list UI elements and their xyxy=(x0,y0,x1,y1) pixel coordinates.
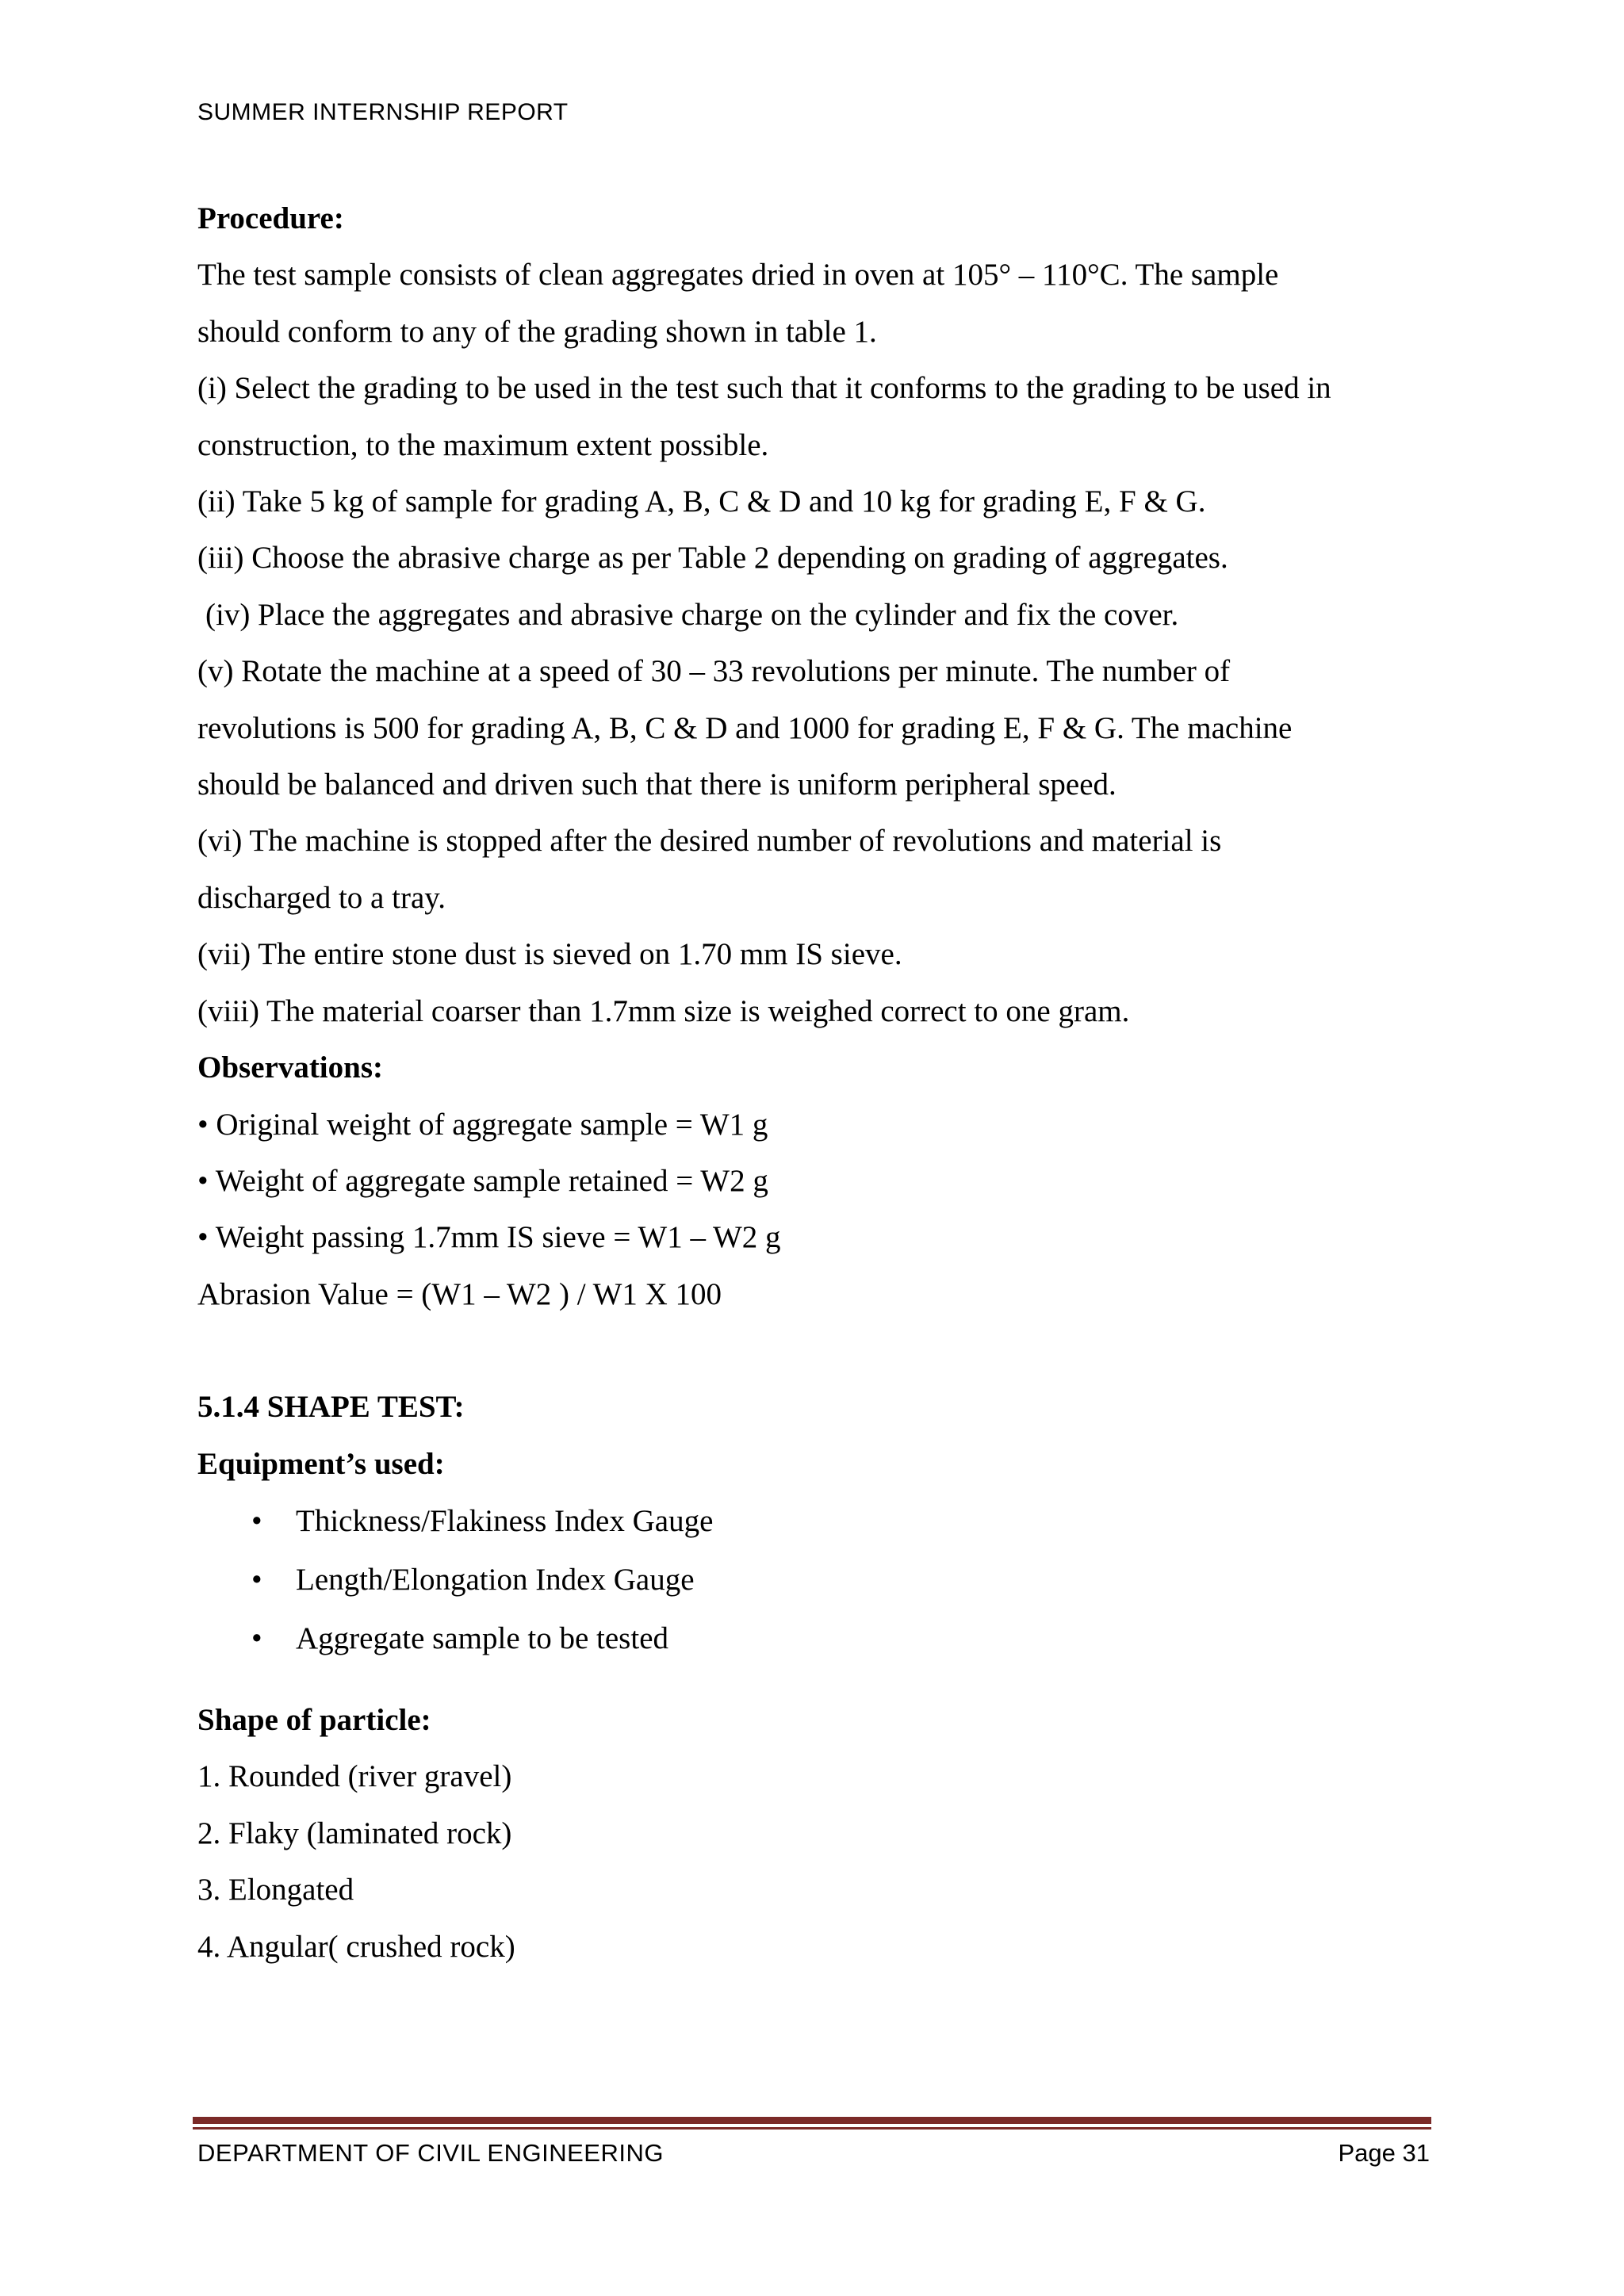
observations-heading: Observations: xyxy=(197,1050,383,1085)
equipment-list xyxy=(197,1492,1434,1668)
footer-rule xyxy=(193,2117,1431,2130)
abrasion-value-formula: Abrasion Value = (W1 – W2 ) / W1 X 100 xyxy=(197,1276,722,1311)
procedure-heading: Procedure: xyxy=(197,201,344,235)
equipment-item xyxy=(197,1492,1434,1551)
equipment-heading: Equipment’s used: xyxy=(197,1446,445,1481)
procedure-line: construction, to the maximum extent possible. xyxy=(197,427,769,462)
procedure-step-vii: (vii) The entire stone dust is sieved on 1.70 mm IS sieve. xyxy=(197,937,902,972)
procedure-step-i: (i) Select the grading to be used in the test such that it conforms to the grading to be used in xyxy=(197,371,1331,406)
procedure-step-viii: (viii) The material coarser than 1.7mm size is weighed correct to one gram. xyxy=(197,993,1130,1028)
particle-shape-item: 2. Flaky (laminated rock) xyxy=(197,1816,512,1850)
shape-test-heading: 5.1.4 SHAPE TEST: xyxy=(197,1390,465,1425)
running-header: SUMMER INTERNSHIP REPORT xyxy=(197,99,569,125)
section-gap xyxy=(197,1322,1434,1379)
procedure-step-ii: (ii) Take 5 kg of sample for grading A, B, C & D and 10 kg for grading E, F & G. xyxy=(197,484,1206,519)
equipment-item-label: Aggregate sample to be tested xyxy=(296,1621,668,1655)
page-number: Page 31 xyxy=(1338,2139,1430,2167)
particle-shape-item: 4. Angular( crushed rock) xyxy=(197,1929,515,1964)
page-footer xyxy=(197,2134,1430,2172)
observation-line: • Original weight of aggregate sample = W1 g xyxy=(197,1107,768,1142)
footer-rule-thick xyxy=(193,2117,1431,2124)
footer-department: DEPARTMENT OF CIVIL ENGINEERING xyxy=(197,2139,664,2167)
particle-shape-item: 3. Elongated xyxy=(197,1873,354,1908)
procedure-line: The test sample consists of clean aggregates dried in oven at 105° – 110°C. The sample xyxy=(197,258,1279,293)
bullet-icon: • xyxy=(251,1562,262,1597)
equipment-item-label: Thickness/Flakiness Index Gauge xyxy=(296,1503,714,1538)
procedure-line: should be balanced and driven such that there is uniform peripheral speed. xyxy=(197,767,1116,802)
procedure-line: should conform to any of the grading shown in table 1. xyxy=(197,314,877,349)
procedure-step-iv: (iv) Place the aggregates and abrasive charge on the cylinder and fix the cover. xyxy=(205,597,1179,632)
procedure-line: revolutions is 500 for grading A, B, C & D and 1000 for grading E, F & G. The machine xyxy=(197,710,1293,745)
procedure-step-vi: (vi) The machine is stopped after the desired number of revolutions and material is xyxy=(197,824,1222,859)
observation-line: • Weight passing 1.7mm IS sieve = W1 – W2 g xyxy=(197,1220,781,1255)
page-body xyxy=(197,190,1434,1975)
equipment-item-label: Length/Elongation Index Gauge xyxy=(296,1562,695,1597)
observation-line: • Weight of aggregate sample retained = W2 g xyxy=(197,1163,768,1198)
equipment-item xyxy=(197,1551,1434,1609)
particle-shape-item: 1. Rounded (river gravel) xyxy=(197,1759,512,1794)
equipment-item xyxy=(197,1609,1434,1668)
bullet-icon: • xyxy=(251,1503,262,1538)
footer-rule-thin xyxy=(193,2127,1431,2130)
list-gap xyxy=(197,1668,1434,1692)
bullet-icon: • xyxy=(251,1621,262,1655)
procedure-step-v: (v) Rotate the machine at a speed of 30 – 33 revolutions per minute. The number of xyxy=(197,654,1231,689)
procedure-step-iii: (iii) Choose the abrasive charge as per Table 2 depending on grading of aggregates. xyxy=(197,541,1228,576)
shape-of-particle-heading: Shape of particle: xyxy=(197,1702,431,1737)
procedure-line: discharged to a tray. xyxy=(197,880,446,915)
